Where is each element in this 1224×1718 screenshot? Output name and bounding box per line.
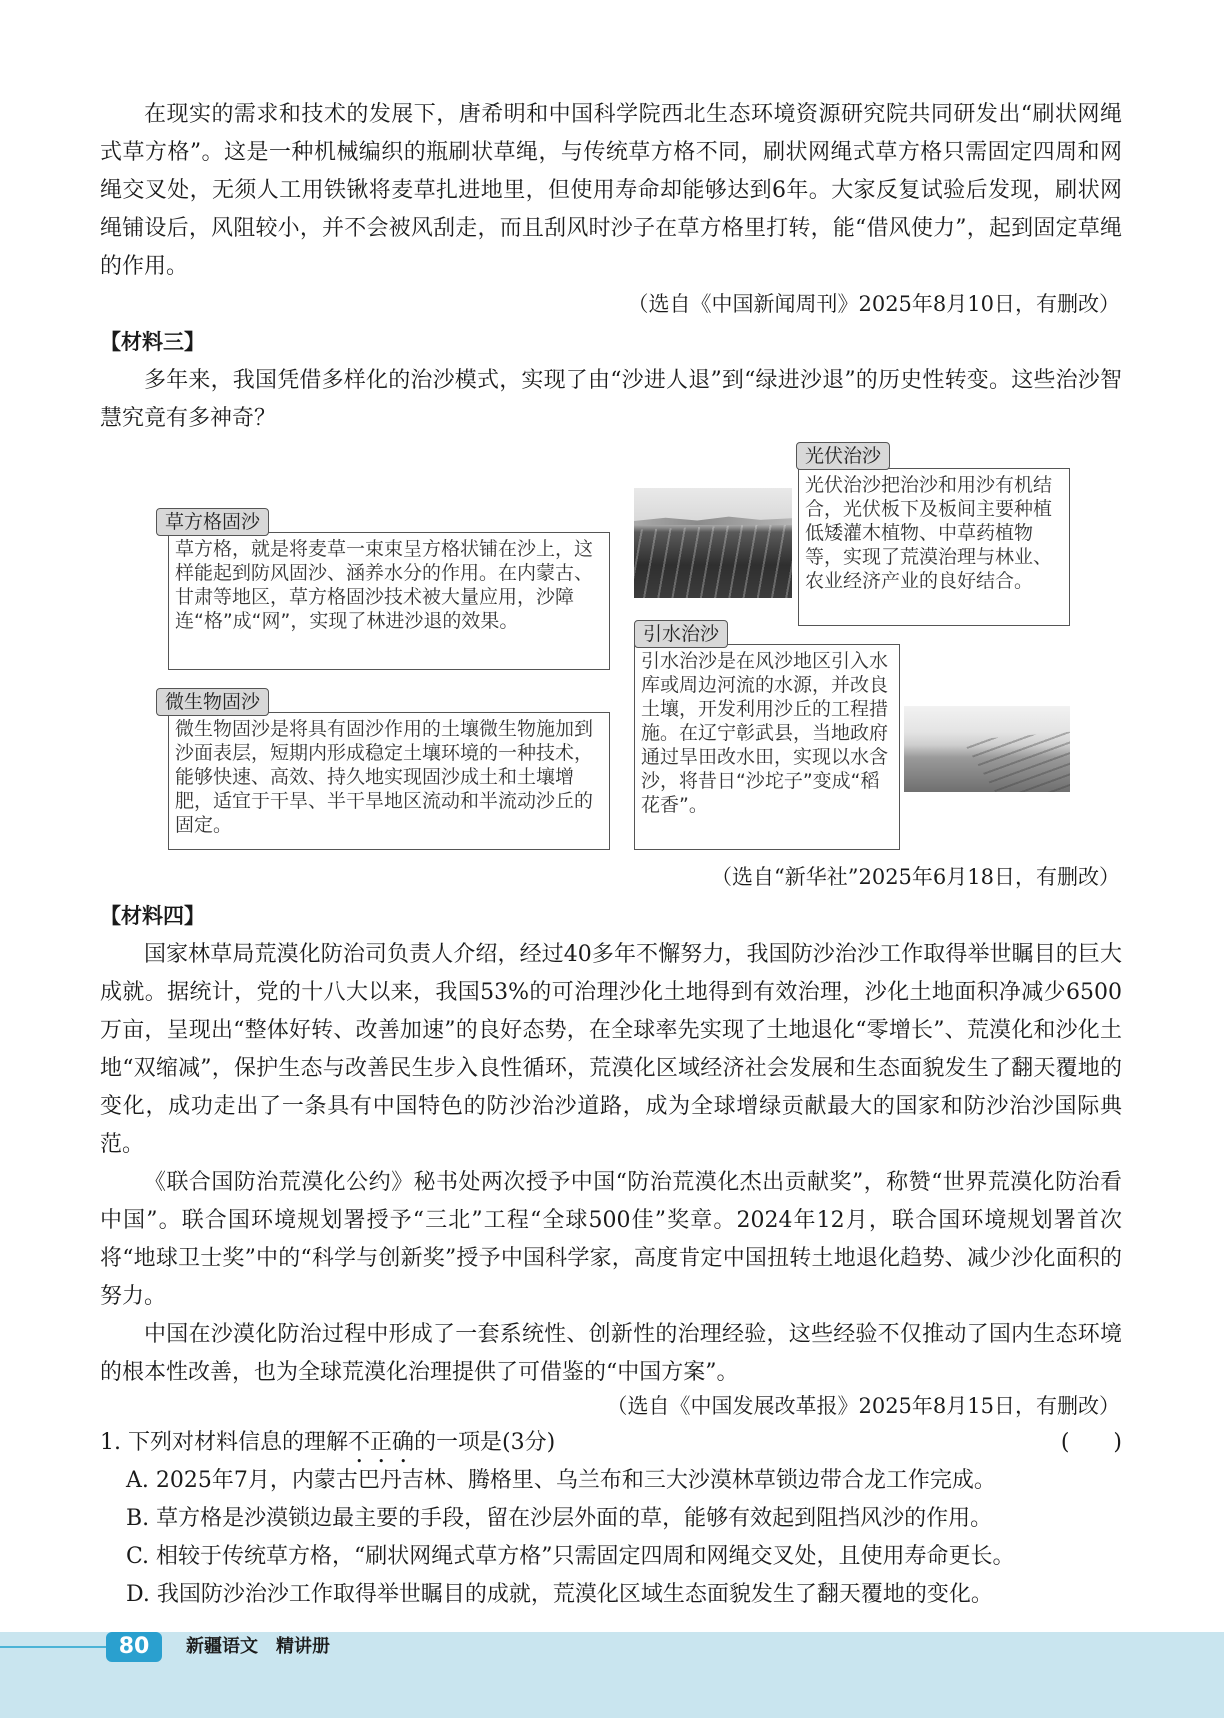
source-citation-3: （选自《中国发展改革报》2025年8月15日，有删改） xyxy=(606,1394,1120,1418)
source-citation-1: （选自《中国新闻周刊》2025年8月10日，有删改） xyxy=(627,292,1120,316)
guangfu-tag: 光伏治沙 xyxy=(796,442,890,470)
caofangge-box xyxy=(168,532,610,670)
option-b[interactable]: B. 草方格是沙漠锁边最主要的手段，留在沙层外面的草，能够有效起到阻挡风沙的作用。 xyxy=(126,1506,993,1531)
intro-paragraph: 在现实的需求和技术的发展下，唐希明和中国科学院西北生态环境资源研究院共同研发出“刷状网绳式草方格”。这是一种机械编织的瓶刷状草绳，与传统草方格不同，刷状网绳式草方格只需固定四周和网绳交叉处，无须人工用铁锹将麦草扎进地里，但使用寿命却能够达到6年。大家反复试验后发现，刷状网绳铺设后，风阻较小，并不会被风刮走，而且刮风时沙子在草方格里打转，能“借风使力”，起到固定草绳的作用。 xyxy=(100,102,1122,279)
material-3-paragraph: 多年来，我国凭借多样化的治沙模式，实现了由“沙进人退”到“绿进沙退”的历史性转变。这些治沙智慧究竟有多神奇？ xyxy=(100,368,1122,431)
source-citation-2: （选自“新华社”2025年6月18日，有删改） xyxy=(711,865,1120,889)
answer-paren[interactable]: ( ) xyxy=(1060,1430,1122,1455)
material-4-paragraph-3: 中国在沙漠化防治过程中形成了一套系统性、创新性的治理经验，这些经验不仅推动了国内生态环境的根本性改善，也为全球荒漠化治理提供了可借鉴的“中国方案”。 xyxy=(100,1322,1122,1385)
book-title: 新疆语文 精讲册 xyxy=(186,1636,330,1657)
caofangge-tag: 草方格固沙 xyxy=(156,508,269,536)
material-4-paragraph-2: 《联合国防治荒漠化公约》秘书处两次授予中国“防治荒漠化杰出贡献奖”，称赞“世界荒漠化防治看中国”。联合国环境规划署授予“三北”工程“全球500佳”奖章。2024年12月，联合国环境规划署首次将“地球卫士奖”中的“科学与创新奖”授予中国科学家，高度肯定中国扭转土地退化趋势、减少沙化面积的努力。 xyxy=(100,1170,1122,1309)
weishengwu-text: 微生物固沙是将具有固沙作用的土壤微生物施加到沙面表层，短期内形成稳定土壤环境的一种技术，能够快速、高效、持久地实现固沙成土和土壤增肥，适宜于干旱、半干旱地区流动和半流动沙丘的固定。 xyxy=(175,718,594,836)
solar-panel-photo xyxy=(634,488,792,598)
footer-band xyxy=(0,1632,1224,1718)
yinshui-tag: 引水治沙 xyxy=(634,620,728,648)
page-number-badge: 80 xyxy=(106,1632,162,1662)
option-a[interactable]: A. 2025年7月，内蒙古巴丹吉林、腾格里、乌兰布和三大沙漠林草锁边带合龙工作完成。 xyxy=(126,1468,996,1493)
yinshui-box xyxy=(634,644,900,850)
option-d[interactable]: D. 我国防沙治沙工作取得举世瞩目的成就，荒漠化区域生态面貌发生了翻天覆地的变化。 xyxy=(126,1582,993,1607)
question-stem-emphasis: 不正确 xyxy=(347,1430,414,1455)
option-c[interactable]: C. 相较于传统草方格，“刷状网绳式草方格”只需固定四周和网绳交叉处，且使用寿命更长。 xyxy=(126,1544,1015,1569)
question-stem-prefix: 1. 下列对材料信息的理解 xyxy=(100,1430,348,1455)
footer-accent-line xyxy=(0,1646,110,1648)
yinshui-text: 引水治沙是在风沙地区引入水库或周边河流的水源，并改良土壤，开发利用沙丘的工程措施。在辽宁彰武县，当地政府通过旱田改水田，实现以水含沙，将昔日“沙坨子”变成“稻花香”。 xyxy=(641,650,889,816)
weishengwu-box xyxy=(168,712,610,850)
caofangge-text: 草方格，就是将麦草一束束呈方格状铺在沙上，这样能起到防风固沙、涵养水分的作用。在内蒙古、甘肃等地区，草方格固沙技术被大量应用，沙障连“格”成“网”，实现了林进沙退的效果。 xyxy=(175,538,594,632)
guangfu-text: 光伏治沙把治沙和用沙有机结合，光伏板下及板间主要种植低矮灌木植物、中草药植物等，实现了荒漠治理与林业、农业经济产业的良好结合。 xyxy=(805,474,1053,592)
question-stem-suffix: 的一项是(3分) xyxy=(414,1430,556,1455)
material-4-heading: 【材料四】 xyxy=(100,904,205,928)
weishengwu-tag: 微生物固沙 xyxy=(156,688,269,716)
irrigation-canal-photo xyxy=(904,706,1070,792)
material-3-heading: 【材料三】 xyxy=(100,330,205,354)
guangfu-box xyxy=(798,468,1070,626)
material-4-paragraph-1: 国家林草局荒漠化防治司负责人介绍，经过40多年不懈努力，我国防沙治沙工作取得举世瞩目的巨大成就。据统计，党的十八大以来，我国53%的可治理沙化土地得到有效治理，沙化土地面积净减少6500万亩，呈现出“整体好转、改善加速”的良好态势，在全球率先实现了土地退化“零增长”、荒漠化和沙化土地“双缩减”，保护生态与改善民生步入良性循环，荒漠化区域经济社会发展和生态面貌发生了翻天覆地的变化，成功走出了一条具有中国特色的防沙治沙道路，成为全球增绿贡献最大的国家和防沙治沙国际典范。 xyxy=(100,942,1122,1157)
